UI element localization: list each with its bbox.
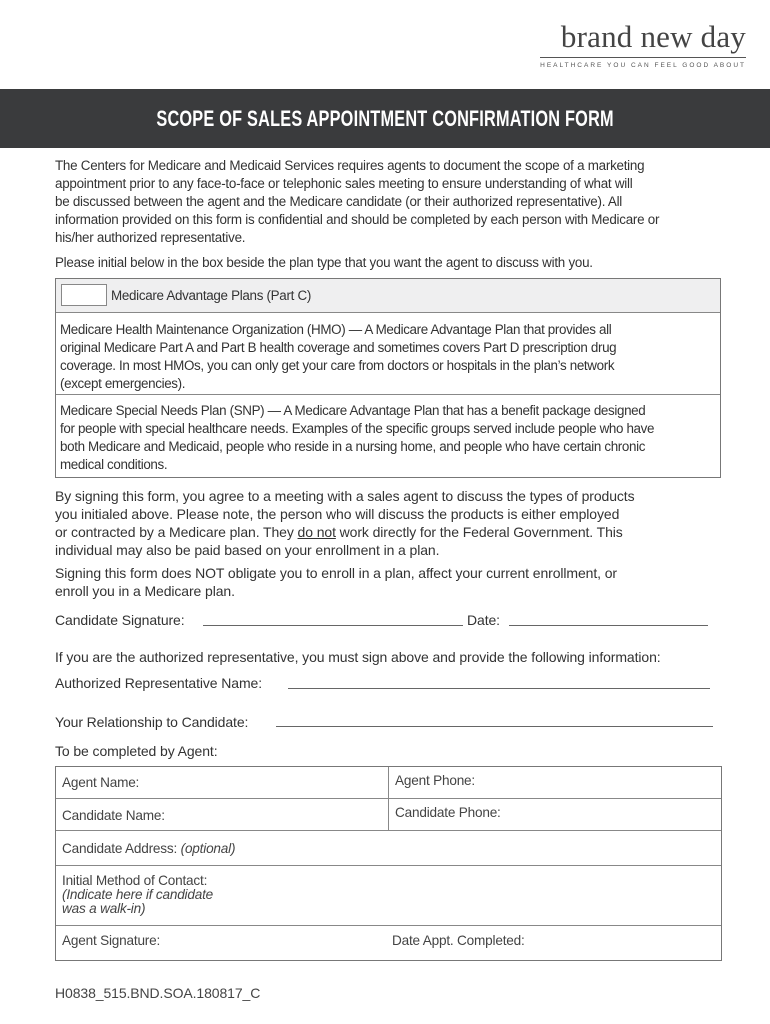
plan-selection-table: [55, 278, 721, 478]
intro-line: The Centers for Medicare and Medicaid Services requires agents to document the scope of a marketing: [55, 158, 645, 173]
snp-line: for people with special healthcare needs. Examples of the specific groups served include people who have: [60, 421, 655, 436]
agreement-paragraph: [55, 487, 720, 559]
hmo-line: Medicare Health Maintenance Organization (HMO) — A Medicare Advantage Plan that provides all: [60, 322, 612, 337]
logo-name: brand new day: [540, 20, 746, 58]
agreement-line: By signing this form, you agree to a meeting with a sales agent to discuss the types of products: [55, 488, 635, 504]
plan-header-row: [56, 279, 720, 313]
intro-line: his/her authorized representative.: [55, 230, 246, 245]
intro-line: be discussed between the agent and the Medicare candidate (or their authorized representative). All: [55, 194, 623, 209]
agent-info-table: [55, 766, 722, 961]
candidate-signature-label: Candidate Signature:: [55, 612, 185, 628]
candidate-signature-line[interactable]: [203, 625, 463, 626]
candidate-phone-label[interactable]: Candidate Phone:: [395, 805, 501, 820]
agreement-text: work directly for the Federal Government. This: [335, 524, 623, 540]
initial-method-label: Initial Method of Contact:: [62, 873, 208, 888]
date-completed-label[interactable]: Date Appt. Completed:: [392, 933, 525, 948]
agreement-line: [55, 523, 720, 541]
initial-method-note: (Indicate here if candidate: [62, 887, 214, 902]
title-banner: [0, 89, 770, 148]
rep-name-label: Authorized Representative Name:: [55, 675, 263, 691]
snp-line: Medicare Special Needs Plan (SNP) — A Medicare Advantage Plan that has a benefit package designed: [60, 403, 646, 418]
agreement-text: or contracted by a Medicare plan. They: [55, 524, 298, 540]
hmo-line: original Medicare Part A and Part B health coverage and sometimes covers Part D prescription drug: [60, 340, 617, 355]
initial-instruction: Please initial below in the box beside the plan type that you want the agent to discuss with you.: [55, 255, 593, 270]
candidate-name-label[interactable]: Candidate Name:: [62, 808, 165, 823]
hmo-line: coverage. In most HMOs, you can only get your care from doctors or hospitals in the plan’s network: [60, 358, 615, 373]
hmo-description: [56, 313, 720, 395]
initial-method-field[interactable]: [62, 874, 213, 916]
brand-logo: [540, 20, 746, 69]
authorized-rep-note: If you are the authorized representative, you must sign above and provide the following information:: [55, 649, 661, 665]
obligation-line: enroll you in a Medicare plan.: [55, 583, 235, 599]
logo-tagline: HEALTHCARE YOU CAN FEEL GOOD ABOUT: [540, 62, 746, 69]
agent-row-4: [56, 866, 721, 926]
agent-section-heading: To be completed by Agent:: [55, 743, 218, 759]
initial-method-note: was a walk-in): [62, 901, 146, 916]
agent-name-label[interactable]: Agent Name:: [62, 775, 140, 790]
rep-name-line[interactable]: [288, 688, 710, 689]
agreement-line: you initialed above. Please note, the person who will discuss the products is either employed: [55, 506, 620, 522]
agent-row-5: [56, 926, 721, 960]
hmo-line: (except emergencies).: [60, 376, 186, 391]
date-label: Date:: [467, 612, 500, 628]
agreement-line: individual may also be paid based on your enrollment in a plan.: [55, 542, 440, 558]
form-code: H0838_515.BND.SOA.180817_C: [55, 985, 261, 1001]
candidate-address-label: Candidate Address:: [62, 841, 178, 856]
intro-line: appointment prior to any face-to-face or telephonic sales meeting to ensure understanding of what will: [55, 176, 633, 191]
relationship-label: Your Relationship to Candidate:: [55, 714, 249, 730]
initial-box[interactable]: [61, 284, 107, 306]
date-line[interactable]: [509, 625, 708, 626]
candidate-address-field[interactable]: [62, 841, 235, 856]
do-not-emphasis: do not: [297, 524, 336, 540]
snp-line: medical conditions.: [60, 457, 168, 472]
agent-signature-label[interactable]: Agent Signature:: [62, 933, 161, 948]
obligation-line: Signing this form does NOT obligate you to enroll in a plan, affect your current enrollment, or: [55, 565, 617, 581]
agent-row-2: [56, 799, 721, 831]
plan-header-label: Medicare Advantage Plans (Part C): [111, 288, 311, 303]
intro-paragraph: [55, 157, 720, 247]
agent-phone-label[interactable]: Agent Phone:: [395, 773, 475, 788]
snp-description: [56, 395, 720, 474]
agent-row-1: [56, 767, 721, 799]
obligation-paragraph: [55, 564, 720, 600]
intro-line: information provided on this form is confidential and should be completed by each person with Medicare or: [55, 212, 660, 227]
snp-line: both Medicare and Medicaid, people who reside in a nursing home, and people who have certain chronic: [60, 439, 646, 454]
relationship-line[interactable]: [276, 726, 713, 727]
form-title: SCOPE OF SALES APPOINTMENT CONFIRMATION FORM: [156, 105, 614, 131]
optional-note: (optional): [180, 841, 236, 856]
agent-row-3: [56, 831, 721, 866]
